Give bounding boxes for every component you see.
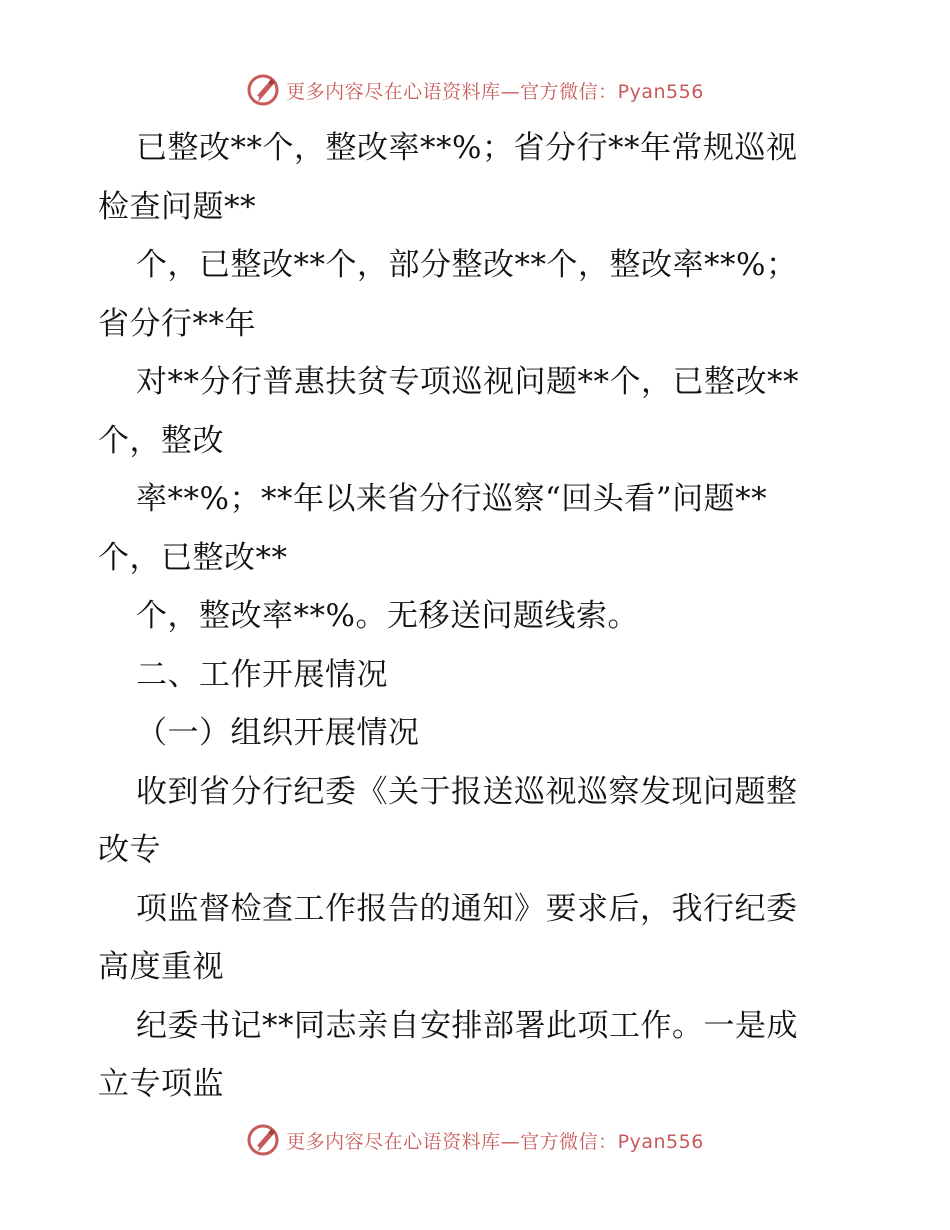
text-line: 改专 (98, 832, 161, 868)
text-line: 立专项监 (98, 1066, 224, 1102)
text-line: 个，整改 (98, 423, 224, 459)
watermark-text: 更多内容尽在心语资料库—官方微信：Pyan556 (286, 1130, 704, 1153)
pen-logo-icon (246, 73, 280, 107)
text-line: 高度重视 (98, 949, 224, 985)
text-line: 二、工作开展情况 (136, 657, 388, 693)
header-watermark (0, 70, 950, 110)
footer-watermark (0, 1120, 950, 1160)
text-line: 个，整改率**%。无移送问题线索。 (136, 598, 639, 634)
text-line: 收到省分行纪委《关于报送巡视巡察发现问题整 (136, 774, 798, 810)
text-line: 检查问题** (98, 189, 256, 225)
text-line: 已整改**个，整改率**%；省分行**年常规巡视 (136, 130, 798, 166)
pen-logo-icon (246, 1123, 280, 1157)
text-line: 个，已整改**个，部分整改**个，整改率**%； (136, 247, 798, 283)
text-line: 省分行**年 (98, 306, 256, 342)
watermark-text: 更多内容尽在心语资料库—官方微信：Pyan556 (286, 80, 704, 103)
text-line: 纪委书记**同志亲自安排部署此项工作。一是成 (136, 1008, 798, 1044)
text-line: 率**%；**年以来省分行巡察“回头看”问题** (136, 481, 768, 517)
text-line: 对**分行普惠扶贫专项巡视问题**个，已整改** (136, 364, 799, 400)
text-line: 个，已整改** (98, 540, 288, 576)
text-line: 项监督检查工作报告的通知》要求后，我行纪委 (136, 891, 798, 927)
text-line: （一）组织开展情况 (136, 715, 420, 751)
